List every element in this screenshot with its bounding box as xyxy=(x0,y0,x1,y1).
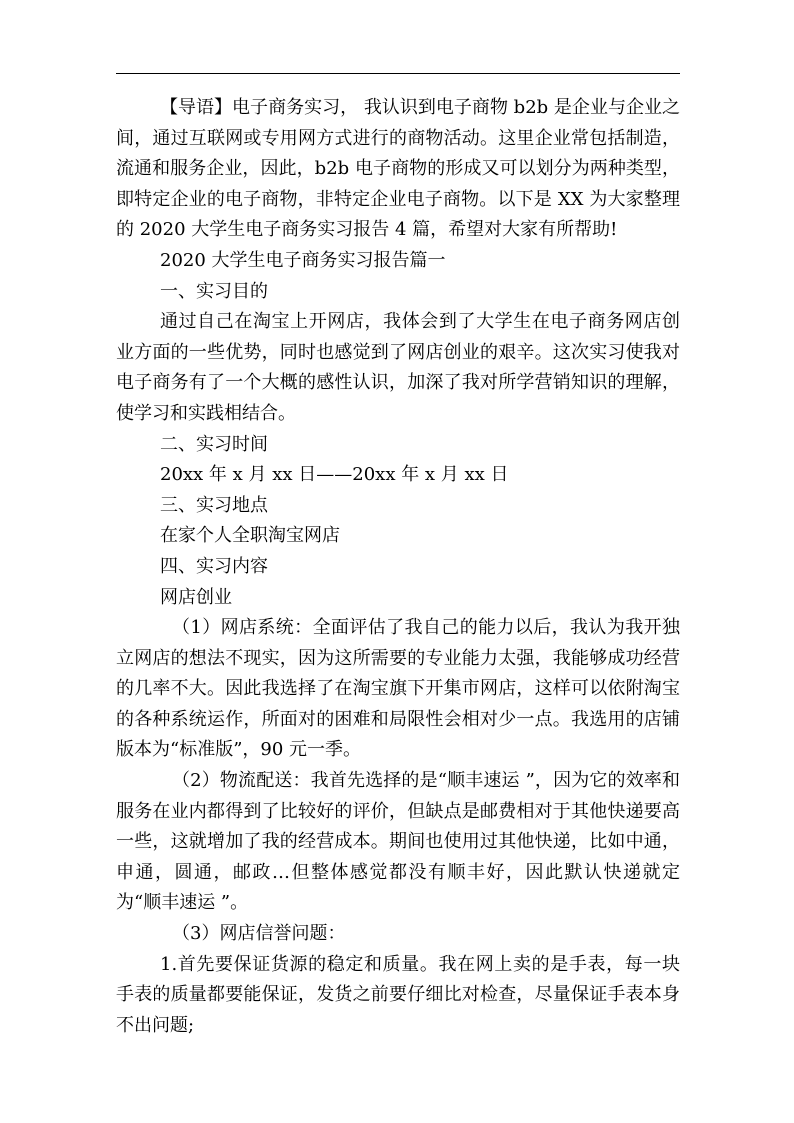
credit-item-1: 1.首先要保证货源的稳定和质量。我在网上卖的是手表，每一块手表的质量都要能保证，发货之前要仔细比对检查，尽量保证手表本身不出问题; xyxy=(116,953,680,1036)
section-heading-location: 三、实习地点 xyxy=(160,494,268,516)
section-heading-time: 二、实习时间 xyxy=(160,433,268,455)
section-heading-content: 四、实习内容 xyxy=(160,555,268,577)
intro-paragraph: 【导语】电子商务实习， 我认识到电子商物 b2b 是企业与企业之间，通过互联网或专用网方式进行的商物活动。这里企业常包括制造，流通和服务企业，因此，b2b 电子商物的形成又可以划分为两种类型，即特定企业的电子商物，非特定企业电子商物。以下是 XX 为大家整理的 2020 大学生电子商务实习报告 4 篇，希望对大家有所帮助! xyxy=(116,97,680,241)
logistics-paragraph: （2）物流配送：我首先选择的是“顺丰速运 ”，因为它的效率和服务在业内都得到了比较好的评价，但缺点是邮费相对于其他快递要高一些，这就增加了我的经营成本。期间也使用过其他快递，比如中通，申通，圆通，邮政…但整体感觉都没有顺丰好，因此默认快递就定为“顺丰速运 ”。 xyxy=(116,770,680,914)
credit-heading: （3）网店信誉问题： xyxy=(172,923,346,945)
purpose-paragraph: 通过自己在淘宝上开网店，我体会到了大学生在电子商务网店创业方面的一些优势，同时也感觉到了网店创业的艰辛。这次实习使我对电子商务有了一个大概的感性认识，加深了我对所学营销知识的理解，使学习和实践相结合。 xyxy=(116,311,680,424)
time-paragraph: 20xx 年 x 月 xx 日——20xx 年 x 月 xx 日 xyxy=(160,464,509,486)
shop-system-paragraph: （1）网店系统：全面评估了我自己的能力以后，我认为我开独立网店的想法不现实，因为这所需要的专业能力太强，我能够成功经营的几率不大。因此我选择了在淘宝旗下开集市网店，这样可以依附淘宝的各种系统运作，所面对的困难和局限性会相对少一点。我选用的店铺版本为“标准版”，90 元一季。 xyxy=(116,617,680,761)
header-rule xyxy=(116,73,680,74)
document-body xyxy=(116,93,680,1041)
content-subheading: 网店创业 xyxy=(160,586,232,608)
location-paragraph: 在家个人全职淘宝网店 xyxy=(160,525,340,547)
section-heading-purpose: 一、实习目的 xyxy=(160,280,268,302)
report-title: 2020 大学生电子商务实习报告篇一 xyxy=(160,249,446,271)
